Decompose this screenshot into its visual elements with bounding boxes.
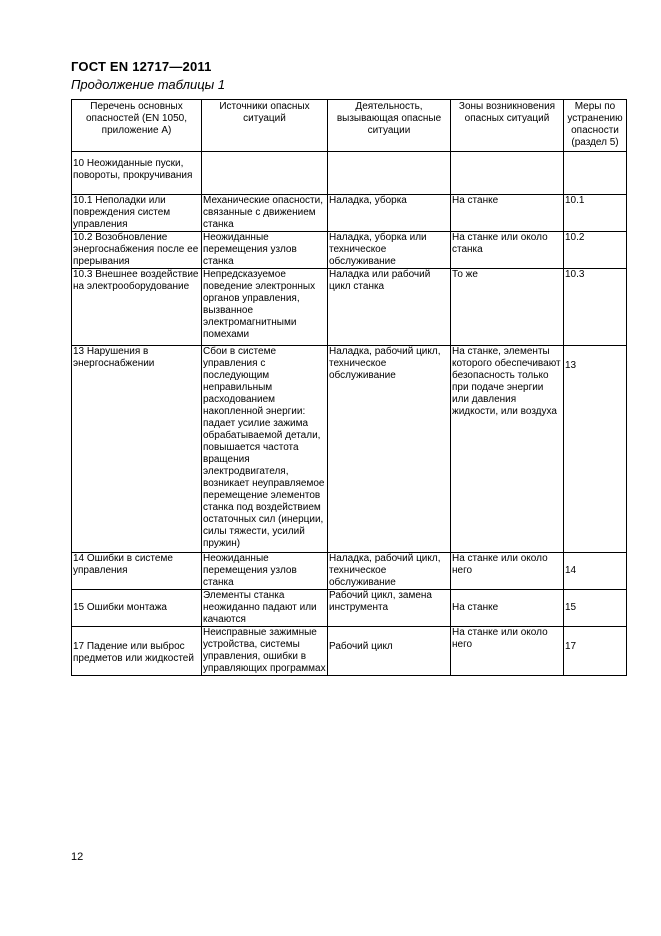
zone-cell: На станке (451, 195, 564, 232)
column-header-measures: Меры по устранению опасности (раздел 5) (564, 100, 627, 152)
table-row (72, 346, 627, 553)
measure-cell: 10.2 (564, 232, 627, 269)
measure-cell: 17 (564, 627, 627, 676)
activity-cell: Наладка, рабочий цикл, техническое обслуживание (328, 346, 451, 553)
column-header-zones: Зоны возникновения опасных ситуаций (451, 100, 564, 152)
table-row (72, 553, 627, 590)
zone-cell: На станке или около станка (451, 232, 564, 269)
standard-code: ГОСТ EN 12717—2011 (71, 59, 212, 74)
source-cell: Элементы станка неожиданно падают или качаются (202, 590, 328, 627)
table-continuation-caption: Продолжение таблицы 1 (71, 77, 226, 92)
measure-cell (564, 152, 627, 195)
source-cell: Непредсказуемое поведение электронных органов управления, вызванное электромагнитными помехами (202, 269, 328, 346)
source-cell (202, 152, 328, 195)
measure-cell: 10.1 (564, 195, 627, 232)
source-cell: Механические опасности, связанные с движением станка (202, 195, 328, 232)
column-header-sources: Источники опасных ситуаций (202, 100, 328, 152)
hazard-cell: 13 Нарушения в энергоснабжении (72, 346, 202, 553)
zone-cell: То же (451, 269, 564, 346)
activity-cell: Наладка, уборка (328, 195, 451, 232)
activity-cell: Рабочий цикл, замена инструмента (328, 590, 451, 627)
activity-cell (328, 152, 451, 195)
measure-cell: 14 (564, 553, 627, 590)
hazard-cell: 10.2 Возобновление энергоснабжения после ее прерывания (72, 232, 202, 269)
hazard-group-title: 10 Неожиданные пуски, повороты, прокручивания (72, 152, 202, 195)
activity-cell: Рабочий цикл (328, 627, 451, 676)
activity-cell: Наладка, рабочий цикл, техническое обслуживание (328, 553, 451, 590)
hazard-cell: 10.3 Внешнее воздействие на электрооборудование (72, 269, 202, 346)
source-cell: Сбои в системе управления с последующим неправильным расходованием накопленной энергии: падает усилие зажима обрабатываемой детали, повышается частота вращения электродвигателя, возникает неуправляемое перемещение элементов станка под воздействием остаточных сил (инерции, силы тяжести, усилий пружин) (202, 346, 328, 553)
table-row (72, 152, 627, 195)
hazards-table (71, 99, 627, 676)
hazard-cell: 17 Падение или выброс предметов или жидкостей (72, 627, 202, 676)
column-header-hazards: Перечень основных опасностей (EN 1050, приложение А) (72, 100, 202, 152)
source-cell: Неисправные зажимные устройства, системы управления, ошибки в управляющих программах (203, 627, 326, 674)
measure-cell: 13 (564, 346, 627, 553)
zone-cell: На станке или около него (451, 553, 564, 590)
table-header-row (72, 100, 627, 152)
column-header-activity: Деятельность, вызывающая опасные ситуации (328, 100, 451, 152)
table-row (72, 627, 627, 676)
hazard-cell: 15 Ошибки монтажа (72, 590, 202, 627)
table-row (72, 195, 627, 232)
hazard-cell: 10.1 Неполадки или повреждения систем управления (72, 195, 202, 232)
zone-cell: На станке (451, 590, 564, 627)
activity-cell: Наладка или рабочий цикл станка (328, 269, 451, 346)
table-row (72, 269, 627, 346)
zone-cell: На станке или около него (451, 627, 564, 676)
zone-cell (451, 152, 564, 195)
measure-cell: 10.3 (564, 269, 627, 346)
activity-cell: Наладка, уборка или техническое обслуживание (328, 232, 451, 269)
source-cell: Неожиданные перемещения узлов станка (202, 553, 328, 590)
page-number: 12 (71, 851, 84, 863)
table-row (72, 232, 627, 269)
hazard-cell: 14 Ошибки в системе управления (72, 553, 202, 590)
zone-cell: На станке, элементы которого обеспечивают безопасность только при подаче энергии или давления жидкости, или воздуха (451, 346, 564, 553)
measure-cell: 15 (564, 590, 627, 627)
table-row (72, 590, 627, 627)
source-cell: Неожиданные перемещения узлов станка (202, 232, 328, 269)
